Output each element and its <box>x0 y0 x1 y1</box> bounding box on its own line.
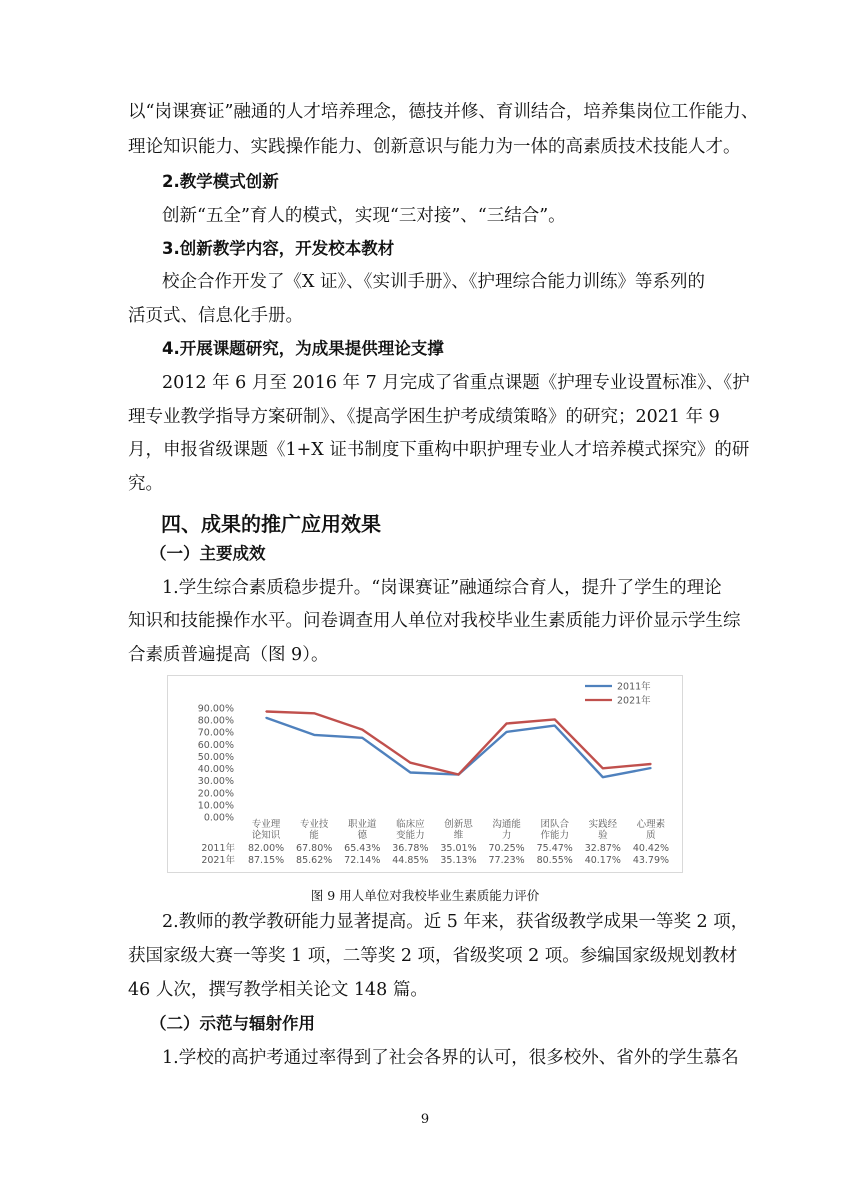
data-point <box>506 723 508 725</box>
y-tick-label: 20.00% <box>197 788 234 800</box>
section-heading: 4.开展课题研究，为成果提供理论支撑 <box>162 339 444 358</box>
data-point <box>410 762 412 764</box>
page-number: 9 <box>420 1112 430 1127</box>
data-point <box>265 717 267 719</box>
data-label: 32.87% <box>584 843 621 854</box>
y-tick-label: 60.00% <box>197 739 234 751</box>
x-axis-categories <box>252 818 666 841</box>
data-point <box>554 725 556 727</box>
data-label: 75.47% <box>536 843 573 854</box>
paragraph-line: 理论知识能力、实践操作能力、创新意识与能力为一体的高素质技术技能人才。 <box>128 137 741 157</box>
paragraph-line: 1.学校的高护考通过率得到了社会各界的认可，很多校外、省外的学生慕名 <box>162 1048 739 1068</box>
y-tick-label: 90.00% <box>197 703 234 715</box>
paragraph-line: 1.学生综合素质稳步提升。“岗课赛证”融通综合育人，提升了学生的理论 <box>162 578 722 598</box>
paragraph-line: 2012 年 6 月至 2016 年 7 月完成了省重点课题《护理专业设置标准》、《护 <box>162 373 750 393</box>
data-label: 85.62% <box>296 855 333 866</box>
figure-caption: 图 9 用人单位对我校毕业生素质能力评价 <box>310 888 540 903</box>
x-category-label: 论知识 <box>251 830 281 841</box>
data-point <box>554 719 556 721</box>
data-point <box>458 774 460 776</box>
paragraph-line: 46 人次，撰写教学相关论文 148 篇。 <box>128 980 428 1000</box>
legend-label: 2011年 <box>617 681 651 693</box>
paragraph-line: 以“岗课赛证”融通的人才培养理念，德技并修、育训结合，培养集岗位工作能力、 <box>128 102 759 122</box>
data-label: 35.13% <box>440 855 477 866</box>
y-tick-label: 10.00% <box>197 800 234 812</box>
section-heading: 3.创新教学内容，开发校本教材 <box>162 239 395 258</box>
paragraph-line: 2.教师的教学教研能力显著提高。近 5 年来，获省级教学成果一等奖 2 项， <box>162 912 749 932</box>
x-category-label: 维 <box>453 830 464 841</box>
data-label: 40.42% <box>632 843 670 854</box>
x-category-label: 沟通能 <box>492 819 521 830</box>
y-tick-label: 70.00% <box>197 727 234 739</box>
chapter-heading: 四、成果的推广应用效果 <box>161 512 381 536</box>
data-label: 40.17% <box>584 855 621 866</box>
paragraph-line: 获国家级大赛一等奖 1 项，二等奖 2 项，省级奖项 2 项。参编国家级规划教材 <box>128 946 738 966</box>
x-category-label: 德 <box>357 830 368 841</box>
data-label: 36.78% <box>392 843 429 854</box>
paragraph-line: 创新“五全”育人的模式，实现“三对接”、“三结合”。 <box>162 206 566 226</box>
data-point <box>410 772 412 774</box>
table-series-name: 2011年 <box>201 843 235 854</box>
data-point <box>506 731 508 733</box>
x-category-label: 力 <box>501 830 512 841</box>
x-category-label: 专业技 <box>299 819 329 830</box>
x-category-label: 心理素 <box>636 819 666 830</box>
x-category-label: 专业理 <box>251 819 281 830</box>
data-point <box>265 711 267 713</box>
data-label: 44.85% <box>392 855 429 866</box>
data-label: 70.25% <box>488 843 525 854</box>
data-point <box>313 734 315 736</box>
paragraph-line: 知识和技能操作水平。问卷调查用人单位对我校毕业生素质能力评价显示学生综 <box>128 611 741 631</box>
y-tick-label: 80.00% <box>197 715 234 727</box>
data-label: 43.79% <box>632 855 670 866</box>
data-point <box>313 713 315 715</box>
x-category-label: 变能力 <box>396 830 425 841</box>
x-category-label: 职业道 <box>348 819 377 830</box>
x-category-label: 作能力 <box>540 830 569 841</box>
subsection-heading: （二）示范与辐射作用 <box>150 1014 315 1033</box>
legend-label: 2021年 <box>617 695 651 707</box>
paragraph-line: 活页式、信息化手册。 <box>128 306 303 326</box>
paragraph-line: 究。 <box>128 474 163 494</box>
subsection-heading: （一）主要成效 <box>150 544 266 563</box>
x-category-label: 团队合 <box>540 819 569 830</box>
x-category-label: 能 <box>309 830 319 841</box>
data-label: 35.01% <box>440 843 477 854</box>
data-point <box>650 763 652 765</box>
y-tick-label: 40.00% <box>197 764 234 776</box>
paragraph-line: 月，申报省级课题《1+X 证书制度下重构中职护理专业人才培养模式探究》的研 <box>128 440 750 460</box>
data-point <box>361 737 363 739</box>
data-label: 67.80% <box>296 843 333 854</box>
y-tick-label: 50.00% <box>197 751 234 763</box>
data-label: 72.14% <box>344 855 381 866</box>
x-category-label: 实践经 <box>588 819 618 830</box>
data-point <box>602 768 604 770</box>
x-category-label: 质 <box>646 830 656 841</box>
paragraph-line: 校企合作开发了《X 证》、《实训手册》、《护理综合能力训练》等系列的 <box>162 272 706 292</box>
y-tick-label: 0.00% <box>203 812 234 824</box>
data-point <box>361 729 363 731</box>
data-point <box>650 767 652 769</box>
y-axis-ticks <box>198 704 234 824</box>
data-label: 80.55% <box>536 855 573 866</box>
y-tick-label: 30.00% <box>197 776 234 788</box>
data-label: 87.15% <box>247 855 285 866</box>
paragraph-line: 理专业教学指导方案研制》、《提高学困生护考成绩策略》的研究；2021 年 9 <box>128 407 720 427</box>
line-chart <box>167 675 683 873</box>
data-label: 82.00% <box>247 843 285 854</box>
paragraph-line: 合素质普遍提高（图 9）。 <box>128 645 329 665</box>
data-point <box>602 776 604 778</box>
x-category-label: 临床应 <box>396 819 425 830</box>
x-category-label: 创新思 <box>444 819 473 830</box>
data-label: 65.43% <box>344 843 381 854</box>
data-label: 77.23% <box>488 855 525 866</box>
x-category-label: 验 <box>598 830 608 841</box>
table-series-name: 2021年 <box>201 855 235 866</box>
section-heading: 2.教学模式创新 <box>162 172 279 191</box>
